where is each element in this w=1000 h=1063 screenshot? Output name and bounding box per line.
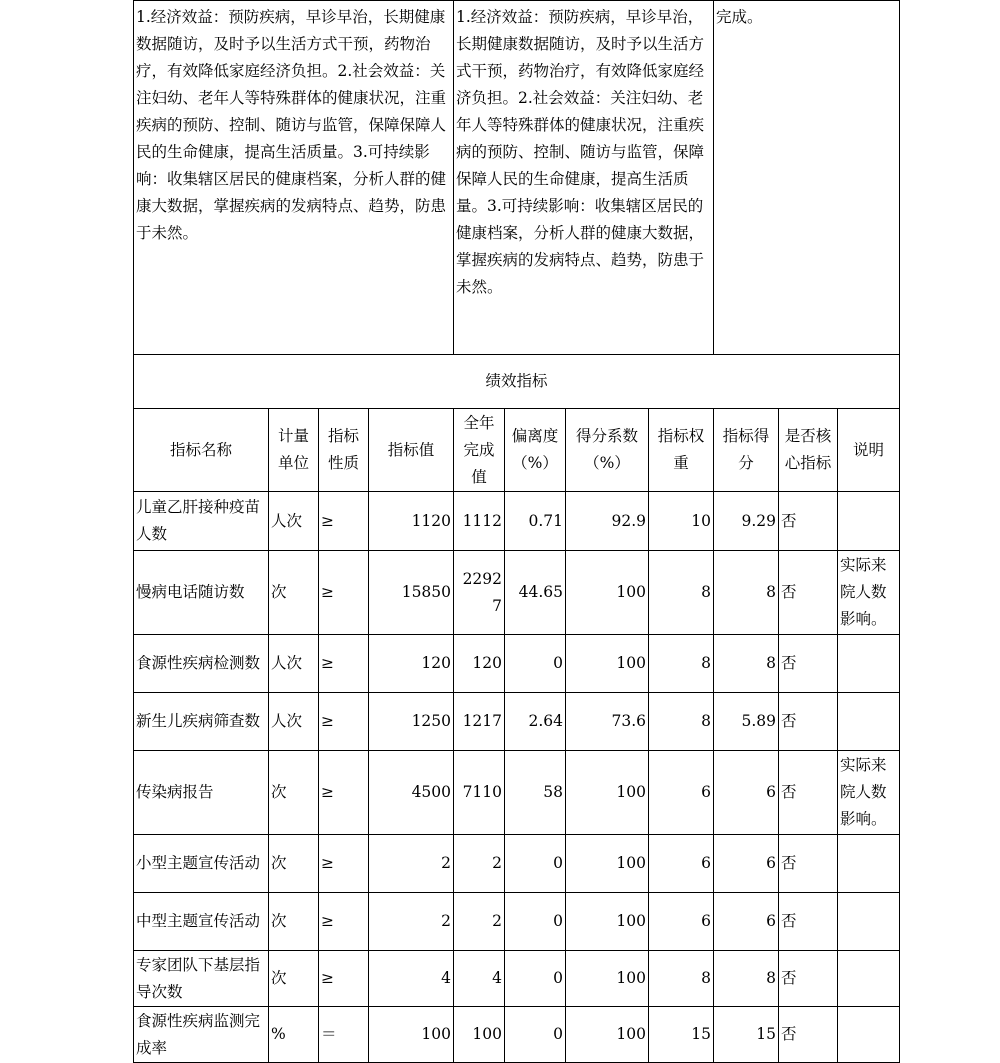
cell-target-value: 4 bbox=[369, 951, 454, 1007]
cell-weight: 15 bbox=[649, 1007, 714, 1063]
table-row bbox=[134, 551, 900, 635]
cell-indicator-name: 专家团队下基层指导次数 bbox=[134, 951, 269, 1007]
table-row bbox=[134, 951, 900, 1007]
cell-actual-value: 4 bbox=[454, 951, 505, 1007]
cell-deviation: 0 bbox=[505, 835, 566, 893]
cell-actual-value: 2 bbox=[454, 893, 505, 951]
completion-status: 完成。 bbox=[714, 1, 900, 355]
header-unit: 计量单位 bbox=[269, 409, 319, 492]
cell-remark bbox=[838, 635, 900, 693]
cell-is-core: 否 bbox=[779, 893, 838, 951]
table-row bbox=[134, 893, 900, 951]
cell-remark: 实际来院人数影响。 bbox=[838, 751, 900, 835]
header-is-core: 是否核心指标 bbox=[779, 409, 838, 492]
cell-unit: 次 bbox=[269, 551, 319, 635]
cell-score: 6 bbox=[714, 835, 779, 893]
cell-indicator-name: 新生儿疾病筛查数 bbox=[134, 693, 269, 751]
cell-nature: ≥ bbox=[319, 551, 369, 635]
cell-remark bbox=[838, 893, 900, 951]
cell-is-core: 否 bbox=[779, 492, 838, 551]
cell-deviation: 0 bbox=[505, 893, 566, 951]
cell-indicator-name: 小型主题宣传活动 bbox=[134, 835, 269, 893]
cell-remark bbox=[838, 835, 900, 893]
cell-deviation: 58 bbox=[505, 751, 566, 835]
cell-unit: 次 bbox=[269, 835, 319, 893]
cell-target-value: 4500 bbox=[369, 751, 454, 835]
cell-weight: 6 bbox=[649, 751, 714, 835]
cell-score-coefficient: 100 bbox=[566, 835, 649, 893]
cell-weight: 6 bbox=[649, 893, 714, 951]
cell-target-value: 120 bbox=[369, 635, 454, 693]
cell-unit: 人次 bbox=[269, 635, 319, 693]
cell-unit: 次 bbox=[269, 951, 319, 1007]
cell-deviation: 2.64 bbox=[505, 693, 566, 751]
cell-score-coefficient: 92.9 bbox=[566, 492, 649, 551]
header-actual-value: 全年完成值 bbox=[454, 409, 505, 492]
cell-target-value: 1120 bbox=[369, 492, 454, 551]
cell-deviation: 0 bbox=[505, 635, 566, 693]
table-row bbox=[134, 1007, 900, 1063]
cell-deviation: 44.65 bbox=[505, 551, 566, 635]
cell-remark: 实际来院人数影响。 bbox=[838, 551, 900, 635]
cell-remark bbox=[838, 492, 900, 551]
cell-weight: 8 bbox=[649, 693, 714, 751]
header-score: 指标得分 bbox=[714, 409, 779, 492]
cell-actual-value: 1217 bbox=[454, 693, 505, 751]
cell-nature: ≥ bbox=[319, 751, 369, 835]
cell-score-coefficient: 73.6 bbox=[566, 693, 649, 751]
cell-score: 8 bbox=[714, 551, 779, 635]
cell-score: 8 bbox=[714, 951, 779, 1007]
section-title: 绩效指标 bbox=[134, 355, 900, 409]
cell-score: 9.29 bbox=[714, 492, 779, 551]
cell-actual-value: 1112 bbox=[454, 492, 505, 551]
cell-nature: ≥ bbox=[319, 492, 369, 551]
actual-benefits: 1.经济效益：预防疾病，早诊早治，长期健康数据随访，及时予以生活方式干预，药物治疗，有效降低家庭经济负担。2.社会效益：关注妇幼、老年人等特殊群体的健康状况，注重疾病的预防、控制、随访与监管，保障保障人民的生命健康，提高生活质量。3.可持续影响：收集辖区居民的健康档案，分析人群的健康大数据，掌握疾病的发病特点、趋势，防患于未然。 bbox=[454, 1, 714, 355]
cell-indicator-name: 食源性疾病监测完成率 bbox=[134, 1007, 269, 1063]
cell-nature: ≥ bbox=[319, 951, 369, 1007]
cell-is-core: 否 bbox=[779, 635, 838, 693]
cell-deviation: 0.71 bbox=[505, 492, 566, 551]
cell-deviation: 0 bbox=[505, 1007, 566, 1063]
cell-weight: 8 bbox=[649, 551, 714, 635]
cell-nature: ≥ bbox=[319, 635, 369, 693]
table-row bbox=[134, 835, 900, 893]
cell-actual-value: 22927 bbox=[454, 551, 505, 635]
cell-weight: 10 bbox=[649, 492, 714, 551]
cell-weight: 8 bbox=[649, 951, 714, 1007]
cell-score-coefficient: 100 bbox=[566, 1007, 649, 1063]
cell-is-core: 否 bbox=[779, 751, 838, 835]
table-row bbox=[134, 751, 900, 835]
cell-remark bbox=[838, 693, 900, 751]
cell-score-coefficient: 100 bbox=[566, 951, 649, 1007]
cell-target-value: 100 bbox=[369, 1007, 454, 1063]
header-remark: 说明 bbox=[838, 409, 900, 492]
cell-unit: 人次 bbox=[269, 693, 319, 751]
cell-actual-value: 7110 bbox=[454, 751, 505, 835]
cell-deviation: 0 bbox=[505, 951, 566, 1007]
header-score-coefficient: 得分系数（%） bbox=[566, 409, 649, 492]
cell-unit: 次 bbox=[269, 893, 319, 951]
cell-score: 8 bbox=[714, 635, 779, 693]
cell-actual-value: 100 bbox=[454, 1007, 505, 1063]
performance-table bbox=[133, 0, 900, 1063]
cell-unit: 人次 bbox=[269, 492, 319, 551]
header-row bbox=[134, 409, 900, 492]
cell-actual-value: 120 bbox=[454, 635, 505, 693]
cell-nature: ≥ bbox=[319, 893, 369, 951]
cell-nature: ＝ bbox=[319, 1007, 369, 1063]
header-deviation: 偏离度（%） bbox=[505, 409, 566, 492]
cell-score-coefficient: 100 bbox=[566, 551, 649, 635]
cell-score: 5.89 bbox=[714, 693, 779, 751]
cell-is-core: 否 bbox=[779, 835, 838, 893]
table-row bbox=[134, 693, 900, 751]
cell-indicator-name: 传染病报告 bbox=[134, 751, 269, 835]
cell-unit: % bbox=[269, 1007, 319, 1063]
header-weight: 指标权重 bbox=[649, 409, 714, 492]
cell-is-core: 否 bbox=[779, 1007, 838, 1063]
cell-score-coefficient: 100 bbox=[566, 751, 649, 835]
cell-indicator-name: 中型主题宣传活动 bbox=[134, 893, 269, 951]
cell-indicator-name: 慢病电话随访数 bbox=[134, 551, 269, 635]
cell-score: 6 bbox=[714, 893, 779, 951]
cell-is-core: 否 bbox=[779, 693, 838, 751]
cell-indicator-name: 食源性疾病检测数 bbox=[134, 635, 269, 693]
cell-score: 6 bbox=[714, 751, 779, 835]
cell-weight: 8 bbox=[649, 635, 714, 693]
cell-is-core: 否 bbox=[779, 951, 838, 1007]
cell-weight: 6 bbox=[649, 835, 714, 893]
cell-indicator-name: 儿童乙肝接种疫苗人数 bbox=[134, 492, 269, 551]
cell-remark bbox=[838, 951, 900, 1007]
cell-score-coefficient: 100 bbox=[566, 893, 649, 951]
cell-target-value: 1250 bbox=[369, 693, 454, 751]
benefits-row bbox=[134, 1, 900, 355]
cell-target-value: 2 bbox=[369, 893, 454, 951]
cell-target-value: 2 bbox=[369, 835, 454, 893]
header-nature: 指标性质 bbox=[319, 409, 369, 492]
table-row bbox=[134, 492, 900, 551]
cell-score: 15 bbox=[714, 1007, 779, 1063]
cell-nature: ≥ bbox=[319, 693, 369, 751]
cell-remark bbox=[838, 1007, 900, 1063]
cell-is-core: 否 bbox=[779, 551, 838, 635]
header-indicator-name: 指标名称 bbox=[134, 409, 269, 492]
table-row bbox=[134, 635, 900, 693]
cell-score-coefficient: 100 bbox=[566, 635, 649, 693]
cell-target-value: 15850 bbox=[369, 551, 454, 635]
target-benefits: 1.经济效益：预防疾病，早诊早治，长期健康数据随访，及时予以生活方式干预，药物治疗，有效降低家庭经济负担。2.社会效益：关注妇幼、老年人等特殊群体的健康状况，注重疾病的预防、控制、随访与监管，保障保障人民的生命健康，提高生活质量。3.可持续影响：收集辖区居民的健康档案，分析人群的健康大数据，掌握疾病的发病特点、趋势，防患于未然。 bbox=[134, 1, 454, 355]
cell-nature: ≥ bbox=[319, 835, 369, 893]
cell-actual-value: 2 bbox=[454, 835, 505, 893]
header-target-value: 指标值 bbox=[369, 409, 454, 492]
cell-unit: 次 bbox=[269, 751, 319, 835]
